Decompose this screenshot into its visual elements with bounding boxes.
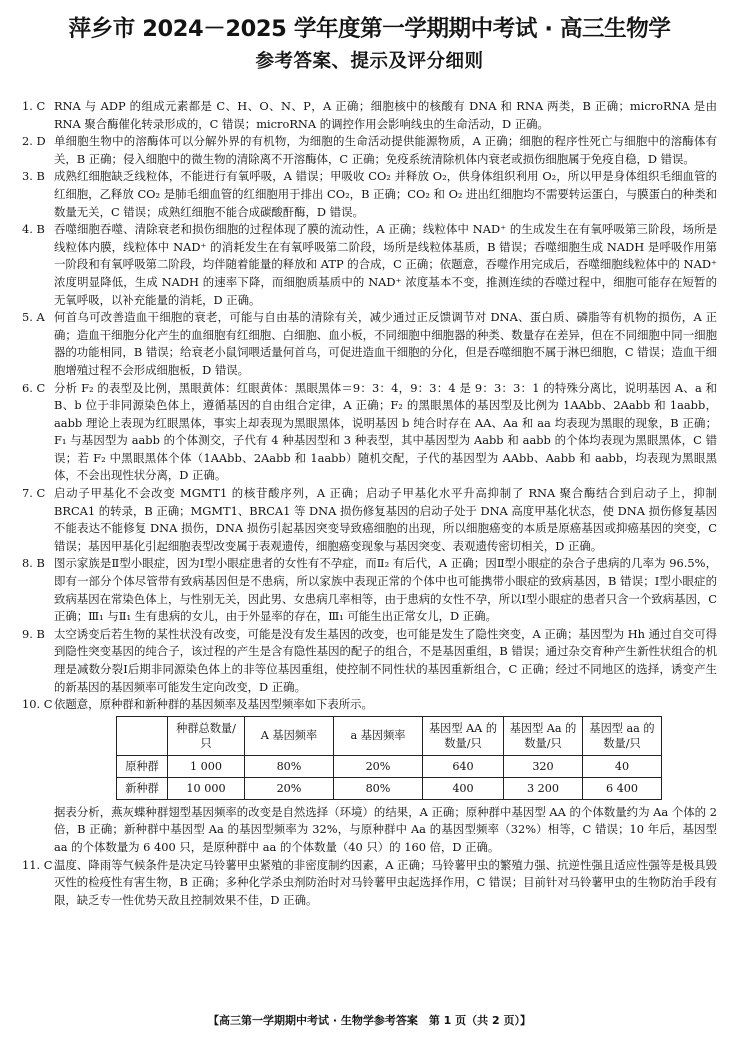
- table-header-row: [117, 716, 662, 755]
- answer-number: 3. B: [22, 169, 45, 184]
- answer-number: 6. C: [22, 380, 46, 395]
- table-header-cell: A 基因频率: [245, 716, 334, 755]
- table-cell: 新种群: [117, 777, 168, 799]
- table-cell: 6 400: [583, 777, 662, 799]
- answer-item-11: [22, 857, 717, 910]
- answer-text: 吞噬细胞吞噬、清除衰老和损伤细胞的过程体现了膜的流动性，A 正确；线粒体中 NAD⁺ 的生成发生在有氧呼吸第三阶段，场所是线粒体内膜，线粒体中 NAD⁺ 的消耗发生在有氧呼吸第二阶段，场所是线粒体基质，B 错误；吞噬细胞生成 NADH 是呼吸作用第一阶段和有氧呼吸第二阶段，均伴随着能量的释放和 ATP 的合成，C 正确；依题意，吞噬作用完成后，吞噬细胞线粒体中的 NAD⁺ 浓度明显降低，生成 NADH 的速率下降，而细胞质基质中的 NAD⁺ 浓度基本不变，推测连续的吞噬过程中，细胞可能存在短暂的无氧呼吸，以补充能量的消耗，D 正确。: [54, 222, 717, 307]
- answer-number: 2. D: [22, 134, 46, 149]
- table-cell: 80%: [245, 755, 334, 777]
- table-cell: 原种群: [117, 755, 168, 777]
- table-cell: 3 200: [504, 777, 583, 799]
- answer-body: [22, 98, 717, 909]
- table-row: [117, 755, 662, 777]
- answer-number: 10. C: [22, 697, 53, 712]
- answer-number: 9. B: [22, 626, 45, 641]
- table-header-cell: 基因型 Aa 的数量/只: [504, 716, 583, 755]
- table-cell: 1 000: [168, 755, 245, 777]
- answer-text: 温度、降雨等气候条件是决定马铃薯甲虫紧殖的非密度制约因素，A 正确；马铃薯甲虫的繁殖力强、抗逆性强且适应性强等是极具毁灭性的检疫性有害生物，B 正确；多种化学杀虫剂防治时对马铃薯甲虫起选择作用，C 错误；目前针对马铃薯甲虫的生物防治手段有限，缺乏专一性优势天敌且控制效果不佳，D 正确。: [54, 857, 717, 907]
- table-cell: 80%: [334, 777, 423, 799]
- table-header-cell: 基因型 aa 的数量/只: [583, 716, 662, 755]
- answer-item-2: [22, 133, 717, 168]
- page-title: 萍乡市 2024－2025 学年度第一学期期中考试 · 高三生物学: [68, 16, 671, 42]
- table-row: [117, 777, 662, 799]
- table-header-cell: [117, 716, 168, 755]
- answer-item-5: [22, 309, 717, 379]
- table-analysis-text: 据表分析，燕灰蝶种群翅型基因频率的改变是自然选择（环境）的结果，A 正确；原种群中基因型 AA 的个体数量约为 Aa 个体的 2 倍，B 正确；新种群中基因型 Aa 的基因型频率为 32%，与原种群中 Aa 的基因型频率（32%）相等，C 错误；10 年后，基因型 aa 的个体数量为 6 400 只，是原种群中 aa 的个体数量（40 只）的 160 倍，D 正确。: [54, 804, 717, 854]
- answer-text: 依题意，原种群和新种群的基因频率及基因型频率如下表所示。: [54, 697, 373, 712]
- gene-frequency-table: [116, 716, 662, 800]
- table-cell: 20%: [334, 755, 423, 777]
- table-header-cell: 基因型 AA 的数量/只: [423, 716, 504, 755]
- answer-text: 单细胞生物中的溶酶体可以分解外界的有机物，为细胞的生命活动提供能源物质，A 正确；细胞的程序性死亡与细胞中的溶酶体有关，B 正确；侵入细胞中的微生物的清除离不开溶酶体，C 正确；免疫系统清除机体内衰老或损伤细胞属于免疫自稳，D 错误。: [54, 134, 717, 166]
- answer-text: RNA 与 ADP 的组成元素都是 C、H、O、N、P，A 正确；细胞核中的核酸有 DNA 和 RNA 两类，B 正确；microRNA 是由 RNA 聚合酶催化转录形成的，C 错误；microRNA 的调控作用会影响线虫的生命活动，D 正确。: [54, 99, 717, 131]
- answer-item-6: [22, 380, 717, 486]
- answer-text: 分析 F₂ 的表型及比例，黑眼黄体：红眼黄体：黑眼黑体＝9：3：4，9：3：4 是 9：3：3：1 的特殊分离比，说明基因 A、a 和 B、b 位于非同源染色体上，遵循基因的自由组合定律，A 正确；F₂ 的黑眼黑体的基因型及比例为 1AAbb、2Aabb 和 1aabb，aabb 理论上表现为红眼黑体，事实上却表现为黑眼黑体，说明基因 b 纯合时存在 AA、Aa 和 aa 均表现为黑眼的现象，B 正确；F₁ 与基因型为 aabb 的个体测交，子代有 4 种基因型和 3 种表型，其中基因型为 Aabb 和 aabb 的个体均表现为黑眼黑体，C 错误；若 F₂ 中黑眼黑体个体（1AAbb、2Aabb 和 1aabb）随机交配，子代的基因型为 AAbb、Aabb 和 aabb，均表现为黑眼黑体，不会出现性状分离，D 正确。: [54, 380, 717, 483]
- answer-text: 何首乌可改善造血干细胞的衰老，可能与自由基的清除有关，减少通过正反馈调节对 DNA、蛋白质、磷脂等有机物的损伤，A 正确；造血干细胞分化产生的血细胞有红细胞、白细胞、血小板，不同细胞中细胞器的种类、数量存在差异，但在不同细胞中同一细胞器的功能相同，B 错误；给衰老小鼠饲喂适量何首乌，可促进造血干细胞的分化，但是吞噬细胞不属于淋巴细胞，C 错误；造血干细胞增殖过程不会形成细胞板，D 错误。: [54, 310, 717, 377]
- table-cell: 40: [583, 755, 662, 777]
- answer-item-8: [22, 555, 717, 625]
- table-cell: 20%: [245, 777, 334, 799]
- page-footer: 【高三第一学期期中考试 · 生物学参考答案 第 1 页（共 2 页）】: [208, 1014, 531, 1027]
- answer-item-7: [22, 485, 717, 555]
- page-subtitle: 参考答案、提示及评分细则: [255, 51, 484, 72]
- answer-item-10: [22, 696, 717, 714]
- table-cell: 640: [423, 755, 504, 777]
- answer-number: 4. B: [22, 222, 45, 237]
- answer-item-9: [22, 626, 717, 696]
- answer-number: 5. A: [22, 310, 45, 325]
- answer-number: 8. B: [22, 556, 45, 571]
- table-cell: 400: [423, 777, 504, 799]
- table-cell: 10 000: [168, 777, 245, 799]
- answer-number: 11. C: [22, 857, 53, 872]
- answer-number: 7. C: [22, 486, 46, 501]
- answer-item-4: [22, 221, 717, 309]
- table-cell: 320: [504, 755, 583, 777]
- table-header-cell: a 基因频率: [334, 716, 423, 755]
- table-header-cell: 种群总数量/只: [168, 716, 245, 755]
- answer-text: 启动子甲基化不会改变 MGMT1 的核苷酸序列，A 正确；启动子甲基化水平升高抑制了 RNA 聚合酶结合到启动子上，抑制 BRCA1 的转录，B 正确；MGMT1、BRCA1 等 DNA 损伤修复基因的启动子处于 DNA 高度甲基化状态，使 DNA 损伤修复基因不能表达不能修复 DNA 损伤，DNA 损伤引起基因突变导致癌细胞的出现，所以细胞癌变的本质是原癌基因或抑癌基因的突变，C 错误；基因甲基化引起细胞表型改变属于表观遗传，细胞癌变现象与基因突变、表观遗传密切相关，D 正确。: [54, 486, 717, 553]
- answer-text: 成熟红细胞缺乏线粒体，不能进行有氧呼吸，A 错误；甲吸收 CO₂ 并释放 O₂，供身体组织利用 O₂，所以甲是身体组织毛细血管的红细胞，乙释放 CO₂ 是肺毛细血管的红细胞用于排出 CO₂，B 正确；CO₂ 和 O₂ 进出红细胞均不需要转运蛋白，与膜蛋白的种类和数量无关，C 错误；成熟红细胞不能合成碳酸酐酶，D 错误。: [54, 169, 717, 219]
- answer-text: 图示家族是Ⅱ型小眼症，因为Ⅰ型小眼症患者的女性有不孕症，而Ⅱ₂ 有后代，A 正确；因Ⅱ型小眼症的杂合子患病的几率为 96.5%，即有一部分个体尽管带有致病基因但是不患病，所以家族中表现正常的个体中也可能携带小眼症的致病基因，B 错误；Ⅰ型小眼症的致病基因在常染色体上，与性别无关，因此男、女患病几率相等，由于患病的女性不孕，所以Ⅰ型小眼症的患者只含一个致病基因，C 正确；Ⅲ₁ 与Ⅱ₁ 生有患病的女儿，由于外显率的存在，Ⅲ₁ 可能生出正常女儿，D 正确。: [54, 556, 717, 624]
- answer-number: 1. C: [22, 99, 46, 113]
- answer-item-3: [22, 168, 717, 221]
- answer-item-1: [22, 98, 717, 133]
- answer-text: 太空诱变后若生物的某性状没有改变，可能是没有发生基因的改变，也可能是发生了隐性突变，A 正确；基因型为 Hh 通过自交可得到隐性突变基因的纯合子，该过程的产生是含有隐性基因的配子的组合，不是基因重组，B 错误；通过杂交育种产生新性状组合的机理是减数分裂Ⅰ后期非同源染色体上的非等位基因重组，使控制不同性状的基因重新组合，C 正确；经过不同地区的选择，诱变产生的新基因的基因频率可能发生定向改变，D 正确。: [54, 626, 717, 694]
